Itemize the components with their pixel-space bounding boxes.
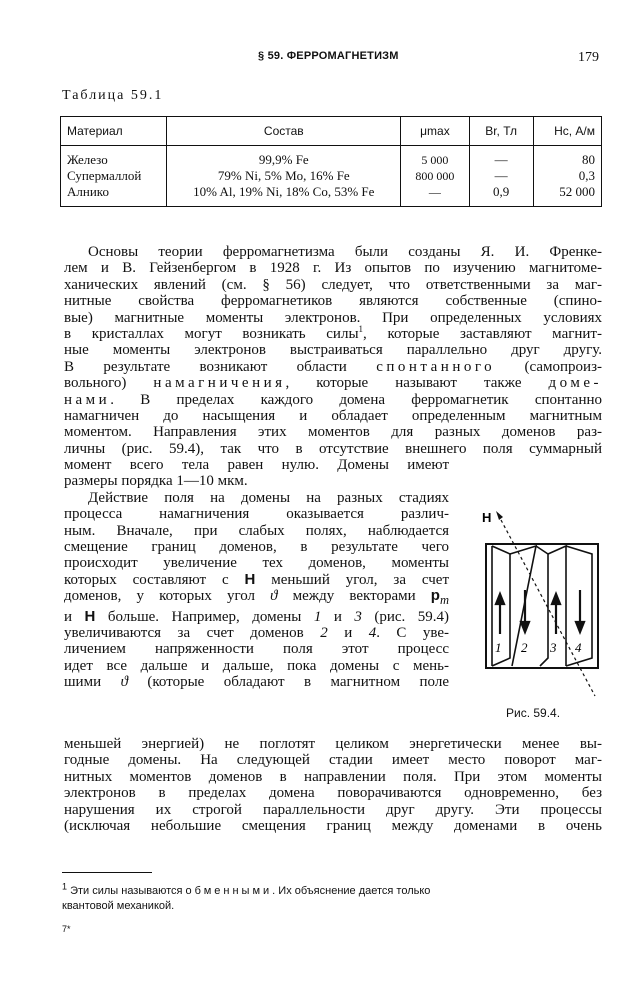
table-row [61,146,602,207]
col-header-hc: Hc, А/м [533,117,601,146]
cell-mu: — [428,185,441,199]
cell-composition: 79% Ni, 5% Mo, 16% Fe [217,168,350,183]
cell-material: Железо [67,152,108,167]
text-line: личением напряженности поля этот процесс [64,641,449,658]
text-line: момент всего тела равен нулю. Домены имеют [64,457,449,473]
figure-caption: Рис. 59.4. [506,706,561,720]
text-fragment: между векторами [277,588,431,605]
subscript: m [439,593,449,608]
text-fragment: . С уве- [376,625,450,642]
text-fragment: доменов, у которых угол [64,588,271,605]
text-fragment: шими [64,674,121,691]
text-fragment: вольного) [64,375,154,392]
cell-hc: 52 000 [559,184,595,199]
text-fragment: и [321,608,355,625]
table-header-row [61,117,602,146]
text-line: размеры порядка 1—10 мкм. [64,473,248,490]
text-line: намагничен до насыщения и обладает определенным магнитным [64,408,602,425]
text-line: нитных моментов доменов в направлении поля. При этом моменты [64,768,602,785]
cell-br: — [494,168,508,183]
domain-number: 3 [354,608,362,625]
text-line [64,375,602,391]
footnote-ref: 1 [358,324,364,335]
text-fragment: , которые заставляют магнит- [363,326,602,343]
cell-mu: 800 000 [415,169,455,183]
emphasis-term: доме- [548,375,602,392]
running-header: § 59. ФЕРРОМАГНЕТИЗМ [258,50,399,62]
text-line [64,674,449,690]
cell-hc: 0,3 [578,168,595,183]
col-header-composition: Состав [167,117,401,146]
paragraph-continuation [64,736,602,834]
text-fragment: (рис. 59.4) [361,608,449,625]
materials-table [60,116,602,207]
domain-number: 1 [313,608,322,625]
page-number: 179 [578,50,599,65]
text-line: ным. Вначале, при слабых полях, наблюдается [64,522,449,539]
emphasis-term: нами [64,391,111,408]
text-line: ные моменты электронов выстраиваться параллельно друг другу. [64,342,602,359]
domain-label-1: 1 [495,640,502,655]
text-line [64,625,449,641]
vector-symbol: H [244,570,256,588]
field-label: H [482,510,492,525]
footnote-divider [62,872,152,873]
domain-diagram [470,506,605,706]
text-line [64,392,602,408]
text-line: происходит увеличение тех доменов, моменты [64,555,449,572]
text-fragment: (самопроиз- [495,358,603,375]
cell-composition: 10% Al, 19% Ni, 18% Co, 53% Fe [193,184,375,199]
paragraph-domains [64,244,602,457]
text-line: (исключая небольшие смещения границ между доменами в очень [64,818,602,835]
col-header-br: Br, Тл [469,117,533,146]
cell-hc: 80 [582,152,595,167]
emphasis-term: намагничения [153,375,286,392]
domain-number: 2 [320,625,328,642]
vector-symbol: H [84,607,96,625]
text-fragment: которых составляют с [64,571,245,588]
text-line: Действие поля на домены на разных стадиях [88,489,449,506]
angle-symbol: ϑ [270,588,278,605]
text-fragment: В результате возникают области [64,358,377,375]
text-fragment: больше. Например, домены [95,608,314,625]
cell-material: Алнико [67,184,109,199]
footnote-text: квантовой механикой. [62,900,175,912]
text-line: личны (рис. 59.4), так что в отсутствие внешнего поля суммарный [64,440,602,457]
col-header-material: Материал [61,117,167,146]
text-line: годные домены. На следующей стадии имеет место поворот маг- [64,752,602,769]
text-fragment: в кристаллах могут возникать силы [64,326,359,343]
text-fragment: и [64,608,85,625]
text-fragment: . В пределах каждого домена ферромагнетик спонтанно [110,391,602,408]
text-line: ханических явлений (см. § 56) следует, что ответственными за маг- [64,276,602,293]
text-fragment: меньший угол, за счет [255,571,450,588]
text-fragment: , которые называют также [285,375,549,392]
emphasis-term: спонтанного [376,358,496,375]
text-line: идет все дальше и дальше, пока домены с мень- [64,657,449,674]
text-line [64,326,602,342]
text-fragment: (которые обладают в магнитном поле [127,674,449,691]
text-line: вые) магнитные моменты электронов. При определенных условиях [64,309,602,326]
text-line [64,359,602,375]
text-line: нитные свойства ферромагнетиков являются собственные (спино- [64,293,602,310]
cell-br: 0,9 [492,184,510,199]
text-line: электронов в пределах домена поворачиваются одновременно, без [64,785,602,802]
cell-composition: 99,9% Fe [258,152,309,167]
paragraph-narrow [64,457,449,691]
printer-signature: 7* [62,924,71,934]
text-line: смещение границ доменов, в результате чего [64,539,449,556]
domain-number: 4 [368,625,377,642]
text-line: Основы теории ферромагнетизма были созданы Я. И. Френке- [88,244,602,260]
footnote-term: обменными [185,885,273,897]
text-line: меньшей энергией) не поглотят целиком энергетически менее вы- [64,736,602,752]
domain-label-4: 4 [575,640,582,655]
text-line [64,588,449,608]
footnote-mark: 1 [62,881,68,892]
domain-figure [470,506,605,706]
text-line [64,572,449,588]
text-fragment: увеличиваются за счет доменов [64,625,321,642]
table-caption: Таблица 59.1 [62,88,164,103]
footnote-text: Эти силы называются [67,885,186,897]
cell-br: — [494,152,508,167]
text-line: моментом. Направления этих моментов для разных доменов раз- [64,424,602,441]
domain-label-3: 3 [550,640,557,655]
angle-symbol: ϑ [120,674,128,691]
text-fragment: и [327,625,369,642]
footnote-text: . Их объяснение дается только [272,885,431,897]
text-line: нарушения их строгой параллельности друг другу. Эти процессы [64,801,602,818]
text-line: лем и В. Гейзенбергом в 1928 г. Из опытов по изучению магнитоме- [64,260,602,277]
domain-label-2: 2 [521,640,528,655]
text-line [64,609,449,625]
footnote [62,881,602,914]
col-header-mu: μmax [401,117,469,146]
cell-mu: 5 000 [421,153,449,167]
vector-symbol: p [430,587,440,605]
text-line: процесса намагничения оказывается различ- [64,506,449,523]
cell-material: Супермаллой [67,168,142,183]
